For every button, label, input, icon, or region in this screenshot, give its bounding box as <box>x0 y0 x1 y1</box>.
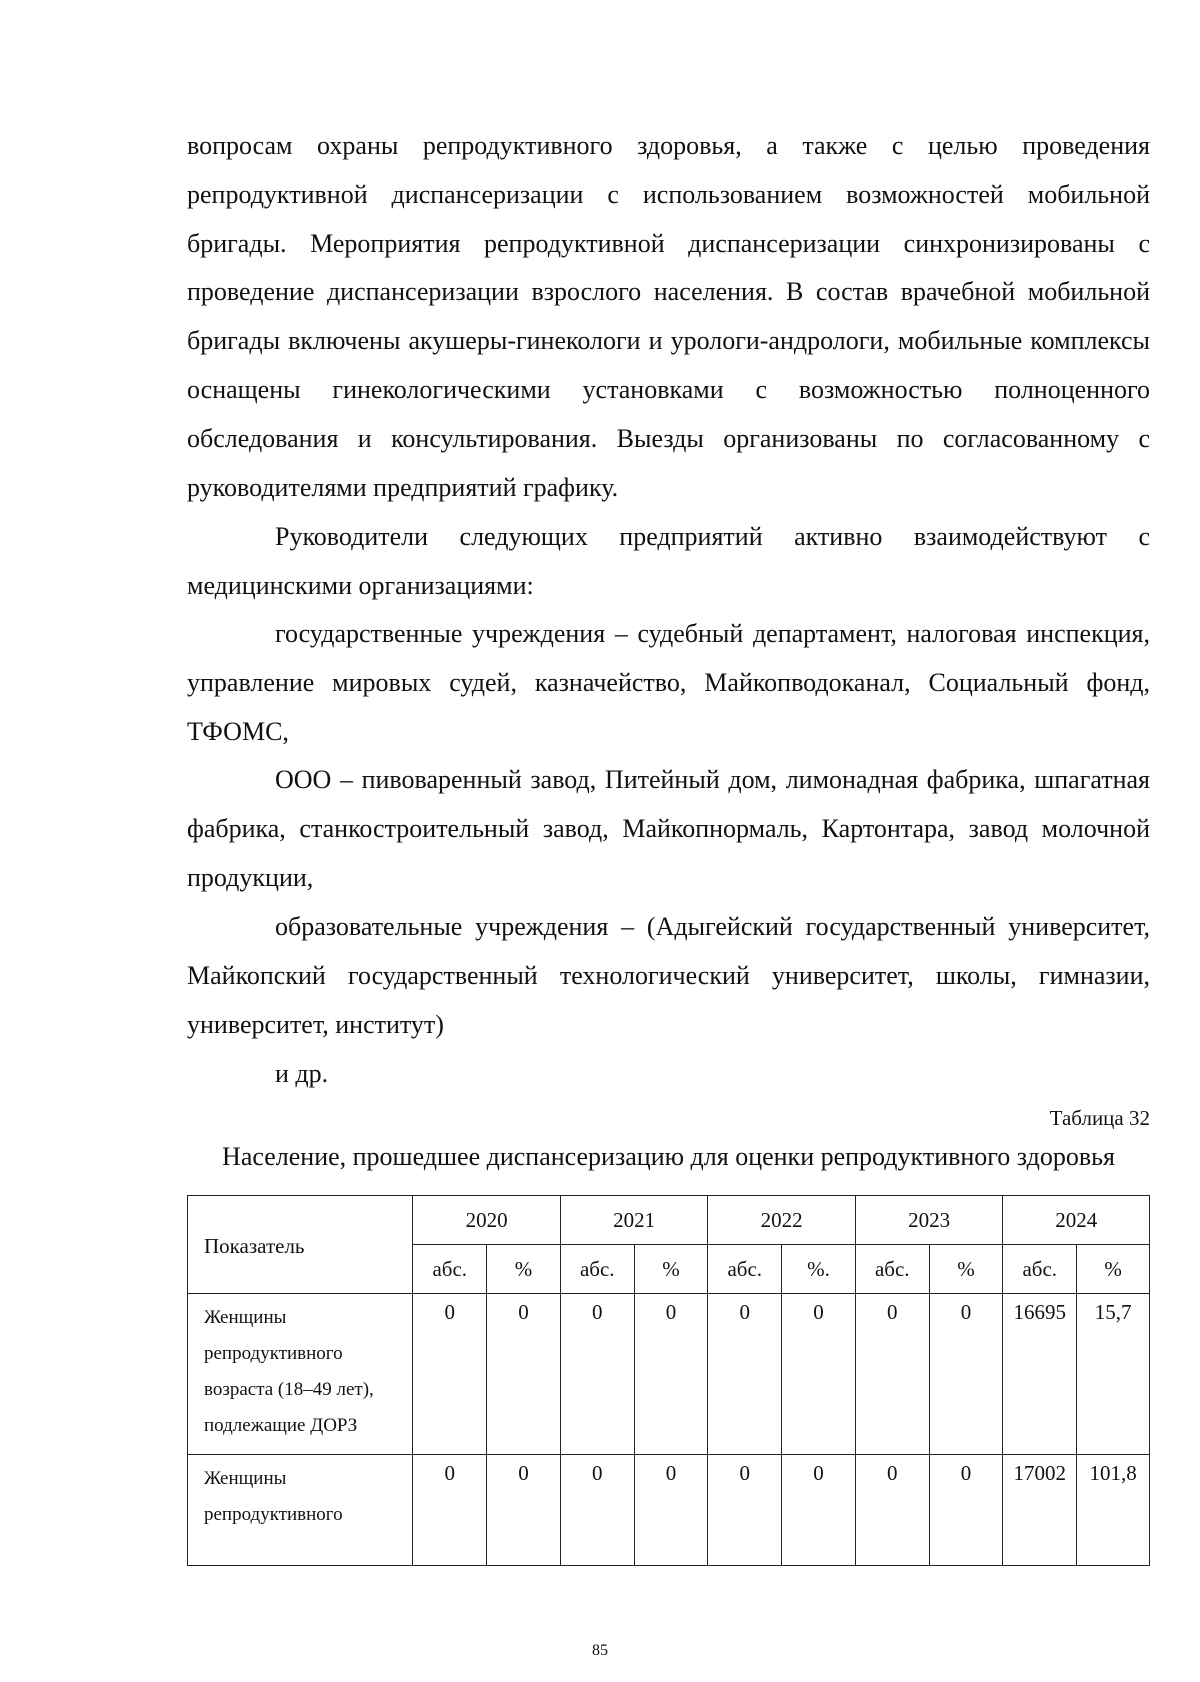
table-row <box>188 1455 1150 1566</box>
paragraph-education <box>187 903 1150 1049</box>
table-cell: 0 <box>929 1455 1003 1566</box>
unit-header: % <box>634 1245 708 1294</box>
table-cell: 16695 <box>1003 1294 1077 1455</box>
table-header-row-years <box>188 1196 1150 1245</box>
table-cell: 0 <box>560 1455 634 1566</box>
year-header: 2020 <box>413 1196 561 1245</box>
table-row <box>188 1294 1150 1455</box>
unit-header: %. <box>782 1245 856 1294</box>
unit-header: % <box>929 1245 1003 1294</box>
year-header: 2021 <box>560 1196 708 1245</box>
unit-header: абс. <box>413 1245 487 1294</box>
table-cell: 17002 <box>1003 1455 1077 1566</box>
year-header: 2022 <box>708 1196 856 1245</box>
table-cell: 0 <box>487 1294 561 1455</box>
table-cell: 101,8 <box>1077 1455 1150 1566</box>
page-number: 85 <box>592 1642 608 1659</box>
year-header: 2023 <box>855 1196 1003 1245</box>
paragraph-government-text: государственные учреждения – судебный департамент, налоговая инспекция, управление мировых судей, казначейство, Майкопводоканал, Социальный фонд, ТФОМС, <box>187 619 1150 746</box>
table-cell: 0 <box>560 1294 634 1455</box>
table-cell: 15,7 <box>1077 1294 1150 1455</box>
table-caption: Население, прошедшее диспансеризацию для оценки репродуктивного здоровья <box>222 1142 1115 1171</box>
paragraph-ooo <box>187 756 1150 902</box>
unit-header: абс. <box>1003 1245 1077 1294</box>
unit-header: абс. <box>560 1245 634 1294</box>
paragraph-intro <box>187 122 1150 512</box>
table-cell: 0 <box>634 1294 708 1455</box>
paragraph-education-text: образовательные учреждения – (Адыгейский государственный университет, Майкопский государственный технологический университет, школы, гимназии, университет, институт) <box>187 912 1150 1039</box>
unit-header: абс. <box>708 1245 782 1294</box>
table-cell: 0 <box>413 1455 487 1566</box>
unit-header: % <box>487 1245 561 1294</box>
row-label: Женщины репродуктивного <box>188 1455 413 1566</box>
table-cell: 0 <box>782 1294 856 1455</box>
table-cell: 0 <box>855 1455 929 1566</box>
table-label: Таблица 32 <box>1049 1106 1150 1130</box>
indicator-header: Показатель <box>188 1196 413 1294</box>
table-cell: 0 <box>413 1294 487 1455</box>
table-cell: 0 <box>708 1294 782 1455</box>
paragraph-intro-text: вопросам охраны репродуктивного здоровья, а также с целью проведения репродуктивной диспансеризации с использованием возможностей мобильной бригады. Мероприятия репродуктивной диспансеризации синхронизированы с проведение диспансеризации взрослого населения. В состав врачебной мобильной бригады включены акушеры-гинекологи и урологи-андрологи, мобильные комплексы оснащены гинекологическими установками с возможностью полноценного обследования и консультирования. Выезды организованы по согласованному с руководителями предприятий графику. <box>187 131 1150 502</box>
data-table <box>187 1195 1150 1566</box>
paragraph-etc-text: и др. <box>275 1059 329 1088</box>
table-cell: 0 <box>487 1455 561 1566</box>
paragraph-leaders-text: Руководители следующих предприятий активно взаимодействуют с медицинскими организациями: <box>187 522 1150 600</box>
row-label: Женщины репродуктивного возраста (18–49 лет), подлежащие ДОРЗ <box>188 1294 413 1455</box>
unit-header: абс. <box>855 1245 929 1294</box>
unit-header: % <box>1077 1245 1150 1294</box>
paragraph-etc <box>187 1050 1150 1099</box>
paragraph-government <box>187 610 1150 756</box>
table-cell: 0 <box>855 1294 929 1455</box>
table-cell: 0 <box>708 1455 782 1566</box>
year-header: 2024 <box>1003 1196 1150 1245</box>
table-cell: 0 <box>782 1455 856 1566</box>
table-cell: 0 <box>634 1455 708 1566</box>
paragraph-leaders <box>187 513 1150 611</box>
table-cell: 0 <box>929 1294 1003 1455</box>
paragraph-ooo-text: ООО – пивоваренный завод, Питейный дом, лимонадная фабрика, шпагатная фабрика, станкостроительный завод, Майкопнормаль, Картонтара, завод молочной продукции, <box>187 765 1150 892</box>
